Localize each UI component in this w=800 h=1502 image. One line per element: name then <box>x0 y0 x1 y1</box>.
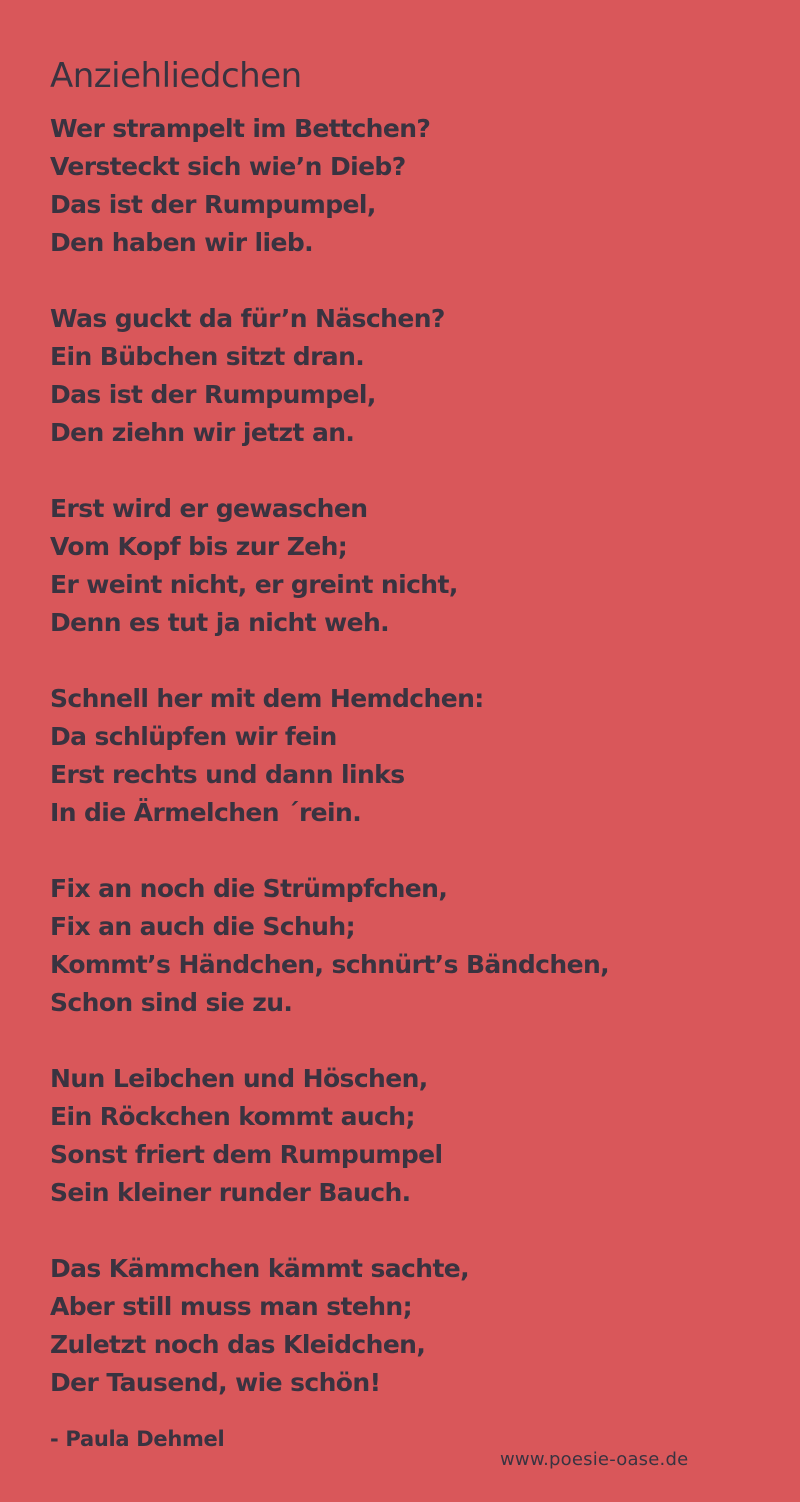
poem-line: Er weint nicht, er greint nicht, <box>50 570 458 599</box>
poem-line: Das ist der Rumpumpel, <box>50 380 376 409</box>
poem-line: Sonst friert dem Rumpumpel <box>50 1140 443 1169</box>
poem-line: Sein kleiner runder Bauch. <box>50 1178 411 1207</box>
poem-line: Was guckt da für’n Näschen? <box>50 304 445 333</box>
stanza-2 <box>50 300 770 452</box>
poem-line: Erst wird er gewaschen <box>50 494 368 523</box>
poem-line: In die Ärmelchen ´rein. <box>50 798 362 827</box>
stanza-4 <box>50 680 770 832</box>
poem-line: Fix an auch die Schuh; <box>50 912 355 941</box>
stanza-3 <box>50 490 770 642</box>
poem-line: Zuletzt noch das Kleidchen, <box>50 1330 426 1359</box>
poem-line: Nun Leibchen und Höschen, <box>50 1064 428 1093</box>
poem-line: Den ziehn wir jetzt an. <box>50 418 355 447</box>
poem-line: Schon sind sie zu. <box>50 988 293 1017</box>
poem-line: Versteckt sich wie’n Dieb? <box>50 152 406 181</box>
poem-body <box>50 110 770 1440</box>
poem-line: Fix an noch die Strümpfchen, <box>50 874 448 903</box>
poem-line: Ein Röckchen kommt auch; <box>50 1102 415 1131</box>
stanza-6 <box>50 1060 770 1212</box>
poem-line: Denn es tut ja nicht weh. <box>50 608 390 637</box>
poem-line: Erst rechts und dann links <box>50 760 405 789</box>
stanza-1 <box>50 110 770 262</box>
poem-line: Aber still muss man stehn; <box>50 1292 412 1321</box>
stanza-5 <box>50 870 770 1022</box>
poem-author: - Paula Dehmel <box>50 1427 225 1451</box>
poem-title: Anziehliedchen <box>50 56 302 96</box>
poem-line: Den haben wir lieb. <box>50 228 314 257</box>
poem-line: Kommt’s Händchen, schnürt’s Bändchen, <box>50 950 610 979</box>
poem-line: Der Tausend, wie schön! <box>50 1368 381 1397</box>
website-watermark: www.poesie-oase.de <box>500 1449 689 1470</box>
poem-line: Vom Kopf bis zur Zeh; <box>50 532 348 561</box>
stanza-7 <box>50 1250 770 1402</box>
poem-line: Wer strampelt im Bettchen? <box>50 114 431 143</box>
poem-line: Da schlüpfen wir fein <box>50 722 337 751</box>
poem-line: Das Kämmchen kämmt sachte, <box>50 1254 470 1283</box>
poem-line: Schnell her mit dem Hemdchen: <box>50 684 484 713</box>
poem-line: Das ist der Rumpumpel, <box>50 190 376 219</box>
poem-line: Ein Bübchen sitzt dran. <box>50 342 365 371</box>
